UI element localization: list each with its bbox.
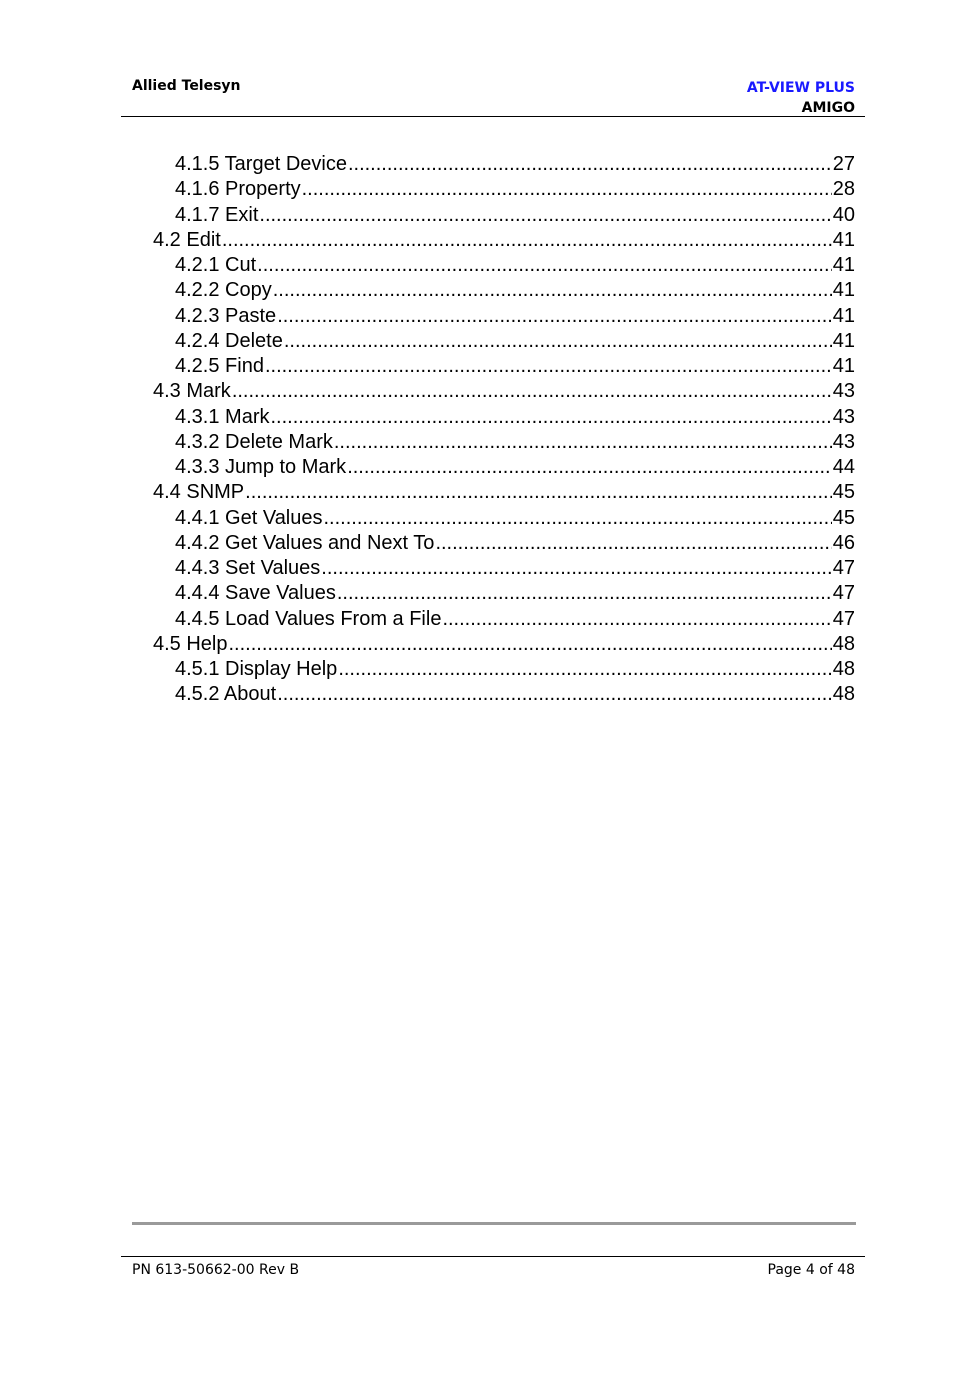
toc-entry-page: 28: [832, 178, 855, 201]
toc-entry[interactable]: [153, 253, 855, 278]
toc-dot-leader: [284, 329, 832, 354]
toc-dot-leader: [232, 379, 832, 404]
toc-entry[interactable]: [153, 581, 855, 606]
footer-bar: [132, 1222, 856, 1225]
toc-entry-title: 4.1.5 Target Device: [175, 153, 347, 175]
toc-entry-page: 48: [832, 658, 855, 680]
toc-dot-leader: [257, 253, 832, 278]
toc-entry-title: 4.2.4 Delete: [175, 329, 283, 352]
toc-entry-title: 4.2.3 Paste: [175, 304, 277, 327]
toc-entry-title: 4.4.1 Get Values: [175, 506, 323, 529]
toc-entry-page: 41: [832, 304, 855, 327]
toc-entry-page: 43: [832, 405, 855, 428]
toc-dot-leader: [277, 682, 832, 707]
toc-entry[interactable]: [153, 329, 855, 354]
toc-entry-page: 43: [832, 430, 855, 453]
toc-entry-page: 43: [832, 380, 855, 403]
toc-entry-title: 4.2.5 Find: [175, 355, 264, 377]
toc-dot-leader: [347, 455, 832, 480]
toc-entry-page: 47: [832, 557, 855, 579]
part-number: PN 613-50662-00 Rev B: [132, 1262, 300, 1278]
toc-entry-page: 47: [832, 582, 855, 605]
toc-dot-leader: [324, 506, 832, 531]
product-name: AT-VIEW PLUS: [746, 80, 855, 96]
header-divider: [121, 116, 865, 117]
toc-entry[interactable]: [153, 152, 855, 177]
toc-entry-title: 4.4.3 Set Values: [175, 557, 321, 579]
toc-entry-title: 4.5.1 Display Help: [175, 658, 338, 680]
toc-entry-page: 47: [832, 607, 855, 630]
toc-entry[interactable]: [153, 455, 855, 480]
page-number: Page 4 of 48: [767, 1262, 855, 1278]
toc-dot-leader: [245, 480, 832, 505]
toc-entry-title: 4.3 Mark: [153, 380, 231, 403]
toc-entry-page: 41: [832, 329, 855, 352]
toc-entry-title: 4.3.3 Jump to Mark: [175, 456, 347, 478]
toc-entry[interactable]: [153, 354, 855, 379]
footer-divider: [121, 1256, 865, 1257]
toc-dot-leader: [273, 278, 832, 303]
toc-entry[interactable]: [153, 405, 855, 430]
toc-entry[interactable]: [153, 278, 855, 303]
toc-entry-page: 41: [832, 355, 855, 377]
toc-entry-page: 41: [832, 279, 855, 302]
toc-entry[interactable]: [153, 556, 855, 581]
toc-dot-leader: [270, 405, 831, 430]
toc-entry[interactable]: [153, 430, 855, 455]
toc-entry[interactable]: [153, 177, 855, 202]
toc-dot-leader: [222, 228, 832, 253]
toc-dot-leader: [265, 354, 832, 379]
toc-dot-leader: [442, 607, 831, 632]
toc-entry-title: 4.3.1 Mark: [175, 405, 270, 428]
toc-entry-page: 45: [832, 506, 855, 529]
toc-entry[interactable]: [153, 506, 855, 531]
product-subtitle: AMIGO: [801, 100, 855, 116]
toc-entry-page: 41: [832, 228, 855, 251]
toc-entry[interactable]: [153, 379, 855, 404]
toc-entry-page: 27: [832, 153, 855, 175]
toc-entry-page: 45: [832, 481, 855, 504]
toc-entry-page: 48: [832, 632, 855, 655]
toc-entry[interactable]: [153, 304, 855, 329]
toc-entry[interactable]: [153, 607, 855, 632]
toc-dot-leader: [435, 531, 831, 556]
toc-entry-title: 4.5.2 About: [175, 683, 277, 706]
toc-dot-leader: [321, 556, 831, 581]
toc-entry-title: 4.1.7 Exit: [175, 203, 259, 226]
toc-entry[interactable]: [153, 228, 855, 253]
toc-entry-title: 4.1.6 Property: [175, 178, 301, 201]
toc-entry-title: 4.4.4 Save Values: [175, 582, 336, 605]
toc-entry-title: 4.4.2 Get Values and Next To: [175, 531, 435, 554]
toc-entry-title: 4.2.1 Cut: [175, 254, 257, 276]
toc-dot-leader: [334, 430, 832, 455]
toc-dot-leader: [277, 304, 832, 329]
toc-entry-page: 44: [832, 456, 855, 478]
toc-entry-title: 4.2 Edit: [153, 228, 221, 251]
toc-entry-title: 4.2.2 Copy: [175, 279, 272, 302]
toc-entry[interactable]: [153, 480, 855, 505]
toc-entry[interactable]: [153, 657, 855, 682]
toc-dot-leader: [229, 632, 832, 657]
table-of-contents: [153, 152, 855, 708]
toc-entry[interactable]: [153, 203, 855, 228]
toc-entry-page: 41: [832, 254, 855, 276]
toc-entry-title: 4.5 Help: [153, 632, 228, 655]
header-product-block: [747, 78, 855, 118]
toc-entry-page: 48: [832, 683, 855, 706]
toc-entry-title: 4.4 SNMP: [153, 481, 245, 504]
toc-entry-title: 4.4.5 Load Values From a File: [175, 607, 442, 630]
toc-entry-title: 4.3.2 Delete Mark: [175, 430, 333, 453]
toc-dot-leader: [259, 203, 831, 228]
toc-entry-page: 46: [832, 531, 855, 554]
toc-dot-leader: [337, 581, 832, 606]
toc-dot-leader: [338, 657, 831, 682]
company-name: Allied Telesyn: [132, 78, 241, 94]
toc-dot-leader: [302, 177, 832, 202]
toc-dot-leader: [348, 152, 832, 177]
toc-entry-page: 40: [832, 203, 855, 226]
toc-entry[interactable]: [153, 531, 855, 556]
toc-entry[interactable]: [153, 632, 855, 657]
toc-entry[interactable]: [153, 682, 855, 707]
